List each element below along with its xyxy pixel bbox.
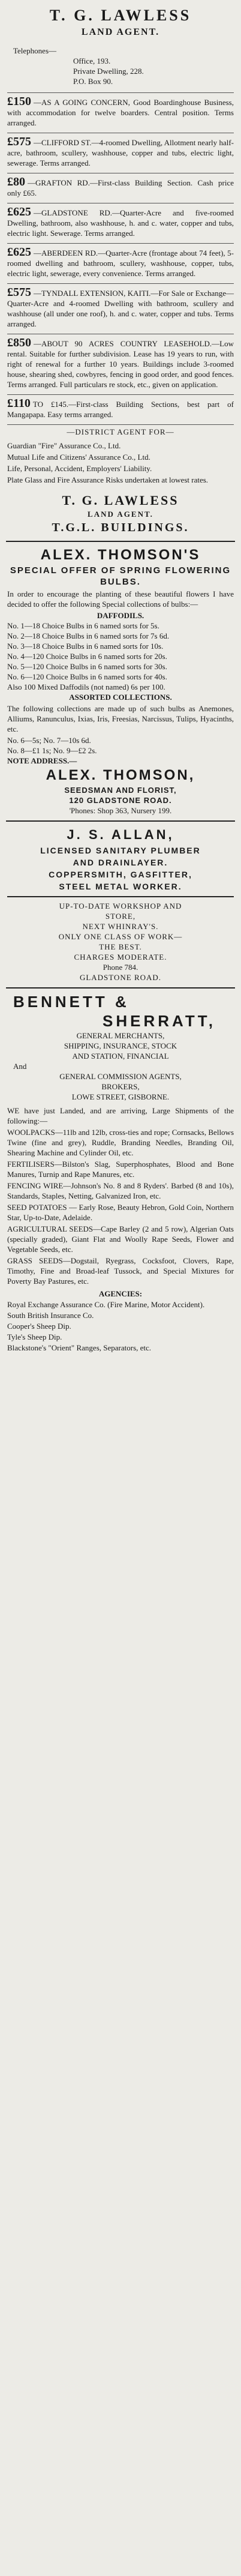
bennett-name-1: BENNETT & [13,993,129,1011]
newspaper-column [6,0,235,1358]
allan-name: J. S. ALLAN, [67,827,174,842]
listing-item: £575 —TYNDALL EXTENSION, KAITI.—For Sale or Exchange—Quarter-Acre and 4-roomed Dwelling with bathroom, scullery and washhouse (all under one roof), h. and c. water, copper and tubs. Terms arranged. [7,284,234,334]
agency-item: Guardian "Fire" Assurance Co., Ltd. [7,441,121,450]
lawless-footer-name: T. G. LAWLESS [62,493,179,508]
allan-line: CHARGES MODERATE. [74,952,167,961]
bennett-desc: BROKERS, [101,1082,140,1091]
allan-phone: Phone 784. [103,963,138,972]
thomson-intro: In order to encourage the planting of these beautiful flowers I have decided to offer the following Special collections of bulbs:— [7,589,234,609]
thomson-footer-phones: 'Phones: Shop 363, Nursery 199. [69,806,172,815]
bennett-intro: WE have just Landed, and are arriving, Large Shipments of the following:— [7,1106,234,1125]
daffodils-label: DAFFODILS. [97,611,144,620]
bennett-item: GRASS SEEDS—Dogstail, Ryegrass, Cocksfoot, Clovers, Rape, Timothy, Fine and Broad-leaf Tussock, and Special Mixtures for Poverty Bay Pastures, etc. [7,1256,234,1286]
district-heading: —DISTRICT AGENT FOR— [7,424,234,439]
assorted-label: ASSORTED COLLECTIONS. [69,693,172,702]
bulb-item: No. 2—18 Choice Bulbs in 6 named sorts for 7s 6d. [7,631,170,640]
allan-line: THE BEST. [99,942,142,951]
bulb-item: Also 100 Mixed Daffodils (not named) 6s per 100. [7,682,165,691]
allan-line: ONLY ONE CLASS OF WORK— [58,932,183,941]
allan-line: COPPERSMITH, GASFITTER, [49,870,192,879]
thomson-footer-name: ALEX. THOMSON, [46,767,195,783]
allan-line: NEXT WHINRAY'S. [82,922,159,931]
bennett-item: FERTILISERS—Bilston's Slag, Superphosphates, Blood and Bone Manures, Turnip and Rape Manures, etc. [7,1160,234,1179]
agency-item: Plate Glass and Fire Assurance Risks undertaken at lowest rates. [7,475,209,484]
office-phone: Office, 193. [73,56,111,65]
bennett-desc: GENERAL MERCHANTS, [76,1031,165,1040]
po-box: P.O. Box 90. [73,77,113,86]
bulb-item: No. 6—120 Choice Bulbs in 6 named sorts for 40s. [7,672,167,681]
assorted-text: The following collections are made up of such bulbs as Anemones, Alliums, Ranunculus, Ixias, Iris, Freesias, Narcissus, Tulips, Hyacinths, etc. [7,704,234,733]
bennett-desc: And [13,1062,27,1071]
bennett-item: FENCING WIRE—Johnson's No. 8 and 8 Ryders'. Barbed (8 and 10s), Standards, Staples, Netting, Galvanized Iron, etc. [7,1181,234,1200]
assorted-item: No. 6—5s; No. 7—10s 6d. [7,736,91,745]
telephones-label: Telephones— [13,46,57,55]
bennett-agency: Royal Exchange Assurance Co. (Fire Marine, Motor Accident). [7,1300,205,1309]
lawless-title: LAND AGENT. [81,27,160,37]
bennett-agencies-label: AGENCIES: [98,1289,143,1298]
bennett-name-2: SHERRATT, [103,1012,216,1030]
lawless-ad [6,2,235,542]
note-address: NOTE ADDRESS.— [7,756,77,765]
bennett-agency: Cooper's Sheep Dip. [7,1322,71,1331]
bennett-desc: LOWE STREET, GISBORNE. [71,1092,170,1101]
listing-item: £110 TO £145.—First-class Building Sections, best part of Mangapapa. Easy terms arranged. [7,397,234,419]
allan-address: GLADSTONE ROAD. [79,973,162,982]
listing-item: £625 —ABERDEEN RD.—Quarter-Acre (frontage about 74 feet), 5-roomed dwelling and bathroom, scullery, washhouse, copper, tubs, electric light, sewerage, every convenience. Terms arranged. [7,244,234,284]
listing-item: £150 —AS A GOING CONCERN, Good Boardinghouse Business, with accommodation for twelve boarders. Central position. Terms arranged. [7,93,234,133]
bennett-desc: SHIPPING, INSURANCE, STOCK [64,1041,177,1050]
bennett-agency: South British Insurance Co. [7,1311,94,1320]
listing-item: £575 —CLIFFORD ST.—4-roomed Dwelling, Allotment nearly half-acre, bathroom, scullery, washhouse, copper and tubs, electric light, sewerage. Terms arranged. [7,133,234,173]
allan-line: AND DRAINLAYER. [73,858,168,867]
bennett-ad [6,989,235,1358]
bennett-item: AGRICULTURAL SEEDS—Cape Barley (2 and 5 row), Algerian Oats (specially graded), Giant Flat and Woolly Rape Seeds, Flower and Vegetable Seeds, etc. [7,1224,234,1254]
bennett-item: SEED POTATOES — Early Rose, Beauty Hebron, Gold Coin, Northern Star, Up-to-Date, Adelaide. [7,1203,234,1222]
listing-item: £80 —GRAFTON RD.—First-class Building Section. Cash price only £65. [7,173,234,203]
listing-item: £850 —ABOUT 90 ACRES COUNTRY LEASEHOLD.—Low rental. Suitable for further subdivision. Lease has 19 years to run, with right of renewal for a further 10 years. Buildings include 3-roomed house, shearing shed, cowbyres, fencing in good order, and good fences. Terms arranged. Full particulars re stock, etc., given on application. [7,334,234,395]
listing-list [7,92,234,424]
assorted-item: No. 8—£1 1s; No. 9—£2 2s. [7,746,97,755]
thomson-ad [6,542,235,822]
thomson-offer: SPECIAL OFFER OF SPRING FLOWERING BULBS. [10,565,231,587]
listing-item: £625 —GLADSTONE RD.—Quarter-Acre and five-roomed Dwelling, bathroom, also washhouse, h. and c. water, copper and tubs, electric light. Sewerage. Terms arranged. [7,203,234,244]
bennett-agency: Blackstone's "Orient" Ranges, Separators, etc. [7,1343,152,1352]
agency-item: Life, Personal, Accident, Employers' Liability. [7,464,152,473]
lawless-footer-title: LAND AGENT. [88,510,153,519]
allan-line: STORE, [105,912,136,921]
allan-line: UP-TO-DATE WORKSHOP AND [7,896,234,911]
bulb-item: No. 3—18 Choice Bulbs in 6 named sorts for 10s. [7,642,164,651]
bulb-item: No. 5—120 Choice Bulbs in 6 named sorts for 30s. [7,662,167,671]
bennett-item: WOOLPACKS—11lb and 12lb, cross-ties and rope; Cornsacks, Bellows Twine (fine and grey), Ruddle, Branding Needles, Branding Oil, Shearing Machine and Cylinder Oil, etc. [7,1128,234,1157]
agency-item: Mutual Life and Citizens' Assurance Co., Ltd. [7,453,150,462]
allan-ad [6,822,235,989]
lawless-name: T. G. LAWLESS [49,7,192,24]
thomson-footer-title: SEEDSMAN AND FLORIST, [64,786,177,795]
private-phone: Private Dwelling, 228. [73,67,144,76]
bennett-agency: Tyle's Sheep Dip. [7,1332,62,1341]
thomson-footer-address: 120 GLADSTONE ROAD. [69,796,172,805]
bennett-desc: GENERAL COMMISSION AGENTS, [59,1072,182,1081]
bulb-item: No. 1—18 Choice Bulbs in 6 named sorts for 5s. [7,621,159,630]
thomson-name: ALEX. THOMSON'S [40,547,201,563]
bulb-item: No. 4—120 Choice Bulbs in 6 named sorts for 20s. [7,652,167,661]
allan-line: STEEL METAL WORKER. [59,882,182,891]
allan-line: LICENSED SANITARY PLUMBER [40,846,201,855]
bennett-desc: AND STATION, FINANCIAL [72,1052,169,1061]
lawless-footer-building: T.G.L. BUILDINGS. [52,521,189,534]
